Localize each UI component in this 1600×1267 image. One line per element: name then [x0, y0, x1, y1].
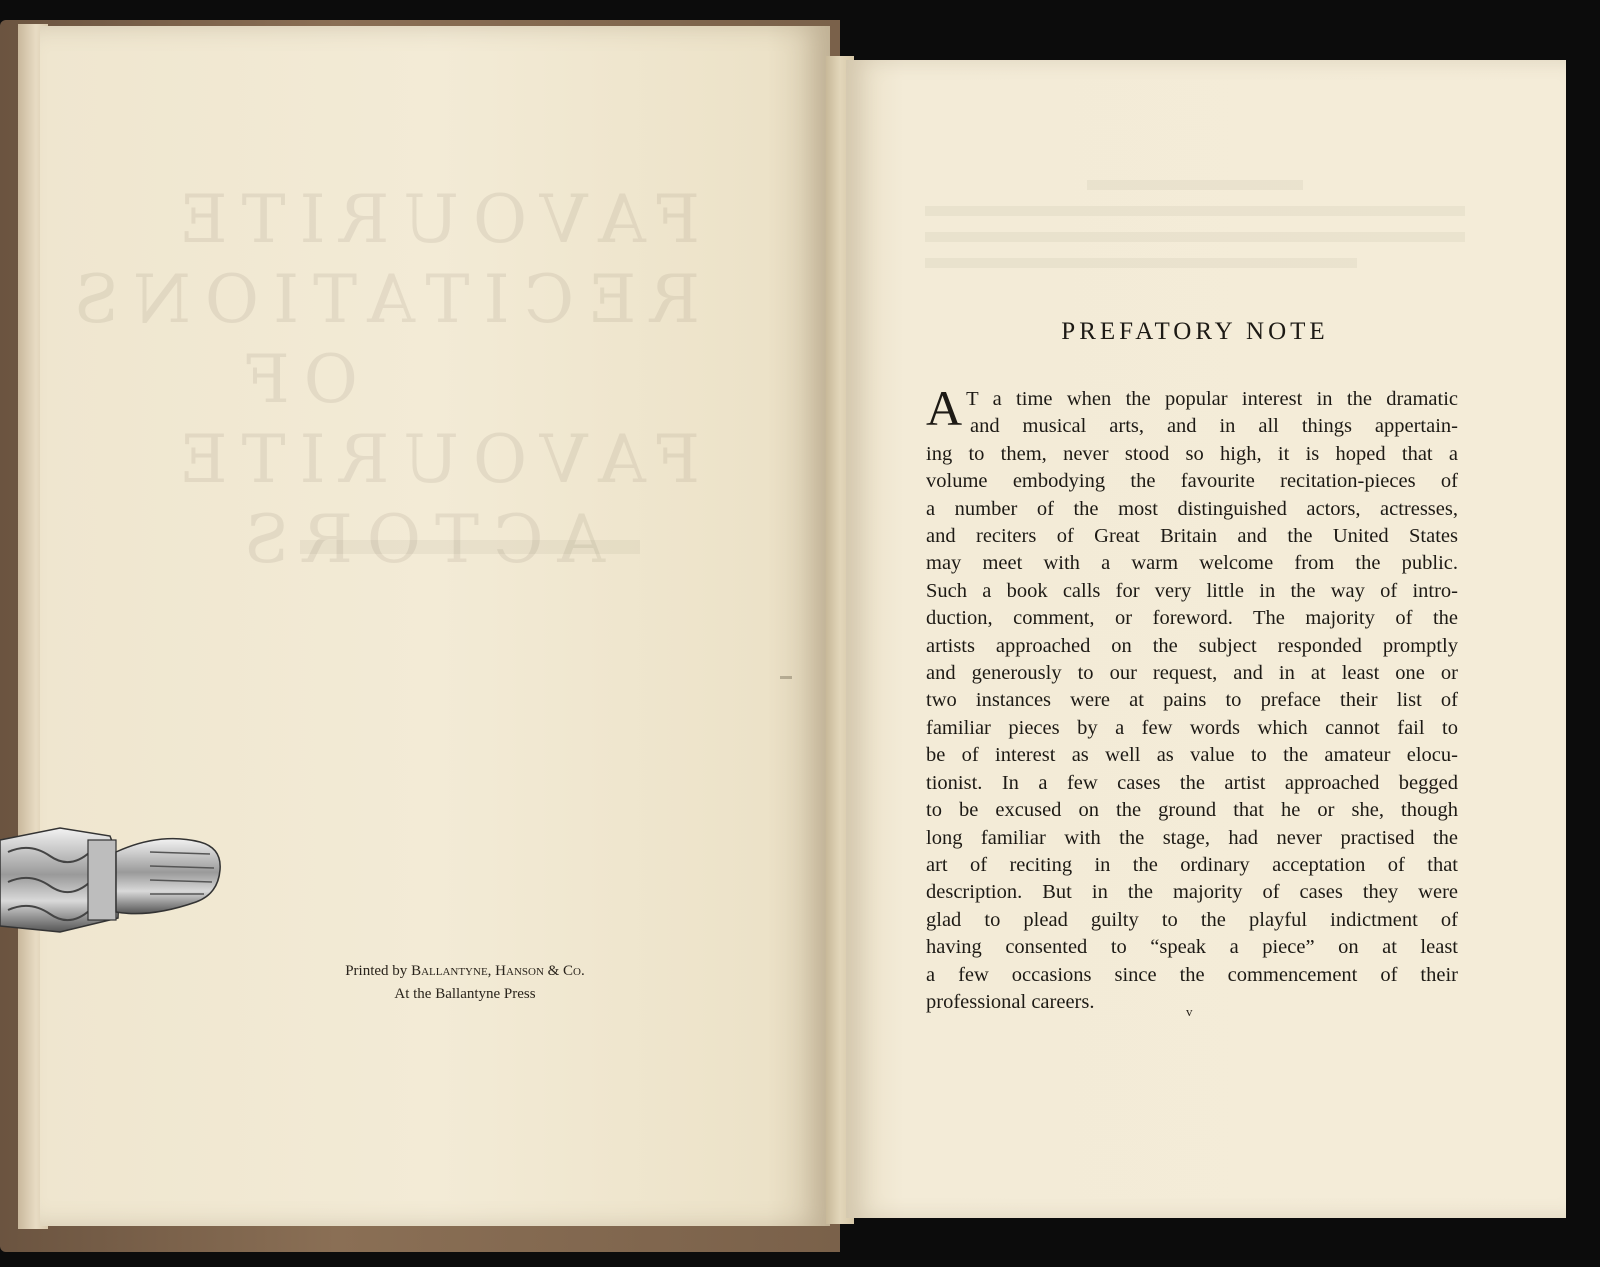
text-line: two instances were at pains to preface their list of — [926, 689, 1458, 712]
text-line: tionist. In a few cases the artist approached begged — [926, 771, 1458, 794]
text-line: familiar pieces by a few words which cannot fail to — [926, 716, 1458, 739]
text-line: Such a book calls for very little in the way of intro- — [926, 579, 1458, 602]
drop-cap: A — [926, 380, 963, 436]
text-line: artists approached on the subject responded promptly — [926, 634, 1458, 657]
text-line: may meet with a warm welcome from the public. — [926, 552, 1458, 575]
text-line: a number of the most distinguished actors, actresses, — [926, 497, 1458, 520]
text-line: and musical arts, and in all things appertain- — [970, 415, 1458, 438]
text-line: glad to plead guilty to the playful indictment of — [926, 908, 1458, 931]
text-line: art of reciting in the ordinary acceptation of that — [926, 853, 1458, 876]
show-through-line — [300, 540, 640, 554]
imprint-line-1 — [300, 960, 630, 983]
show-through-text — [925, 180, 1465, 284]
text-line: T a time when the popular interest in the dramatic — [966, 388, 1458, 410]
prefatory-note-body — [926, 380, 1458, 1016]
text-line: to be excused on the ground that he or she, though — [926, 799, 1458, 822]
text-line: and generously to our request, and in at least one or — [926, 662, 1458, 685]
imprint-line-2: At the Ballantyne Press — [394, 986, 536, 1002]
text-line: and reciters of Great Britain and the United States — [926, 525, 1458, 548]
text-line: long familiar with the stage, had never practised the — [926, 826, 1458, 849]
prefatory-note-heading: PREFATORY NOTE — [1061, 318, 1329, 345]
text-line: ing to them, never stood so high, it is hoped that a — [926, 442, 1458, 465]
text-line: having consented to “speak a piece” on at least — [926, 936, 1458, 959]
show-through-title: FAVOURITE RECITATIONS OF FAVOURITE ACTORS — [59, 181, 700, 578]
text-line: description. But in the majority of cases they were — [926, 881, 1458, 904]
text-line: duction, comment, or foreword. The majority of the — [926, 607, 1458, 630]
text-line-last: professional careers. — [926, 990, 1095, 1013]
printer-imprint — [300, 960, 630, 1006]
imprint-printer: Ballantyne, Hanson & Co. — [411, 963, 585, 979]
text-line: volume embodying the favourite recitation-pieces of — [926, 470, 1458, 493]
text-line: be of interest as well as value to the amateur elocu- — [926, 744, 1458, 767]
text-line: a few occasions since the commencement of their — [926, 963, 1458, 986]
page-mark — [780, 676, 792, 679]
silver-hand-page-clip — [0, 822, 230, 942]
imprint-prefix: Printed by — [345, 963, 412, 979]
page-number: v — [1186, 1004, 1193, 1019]
